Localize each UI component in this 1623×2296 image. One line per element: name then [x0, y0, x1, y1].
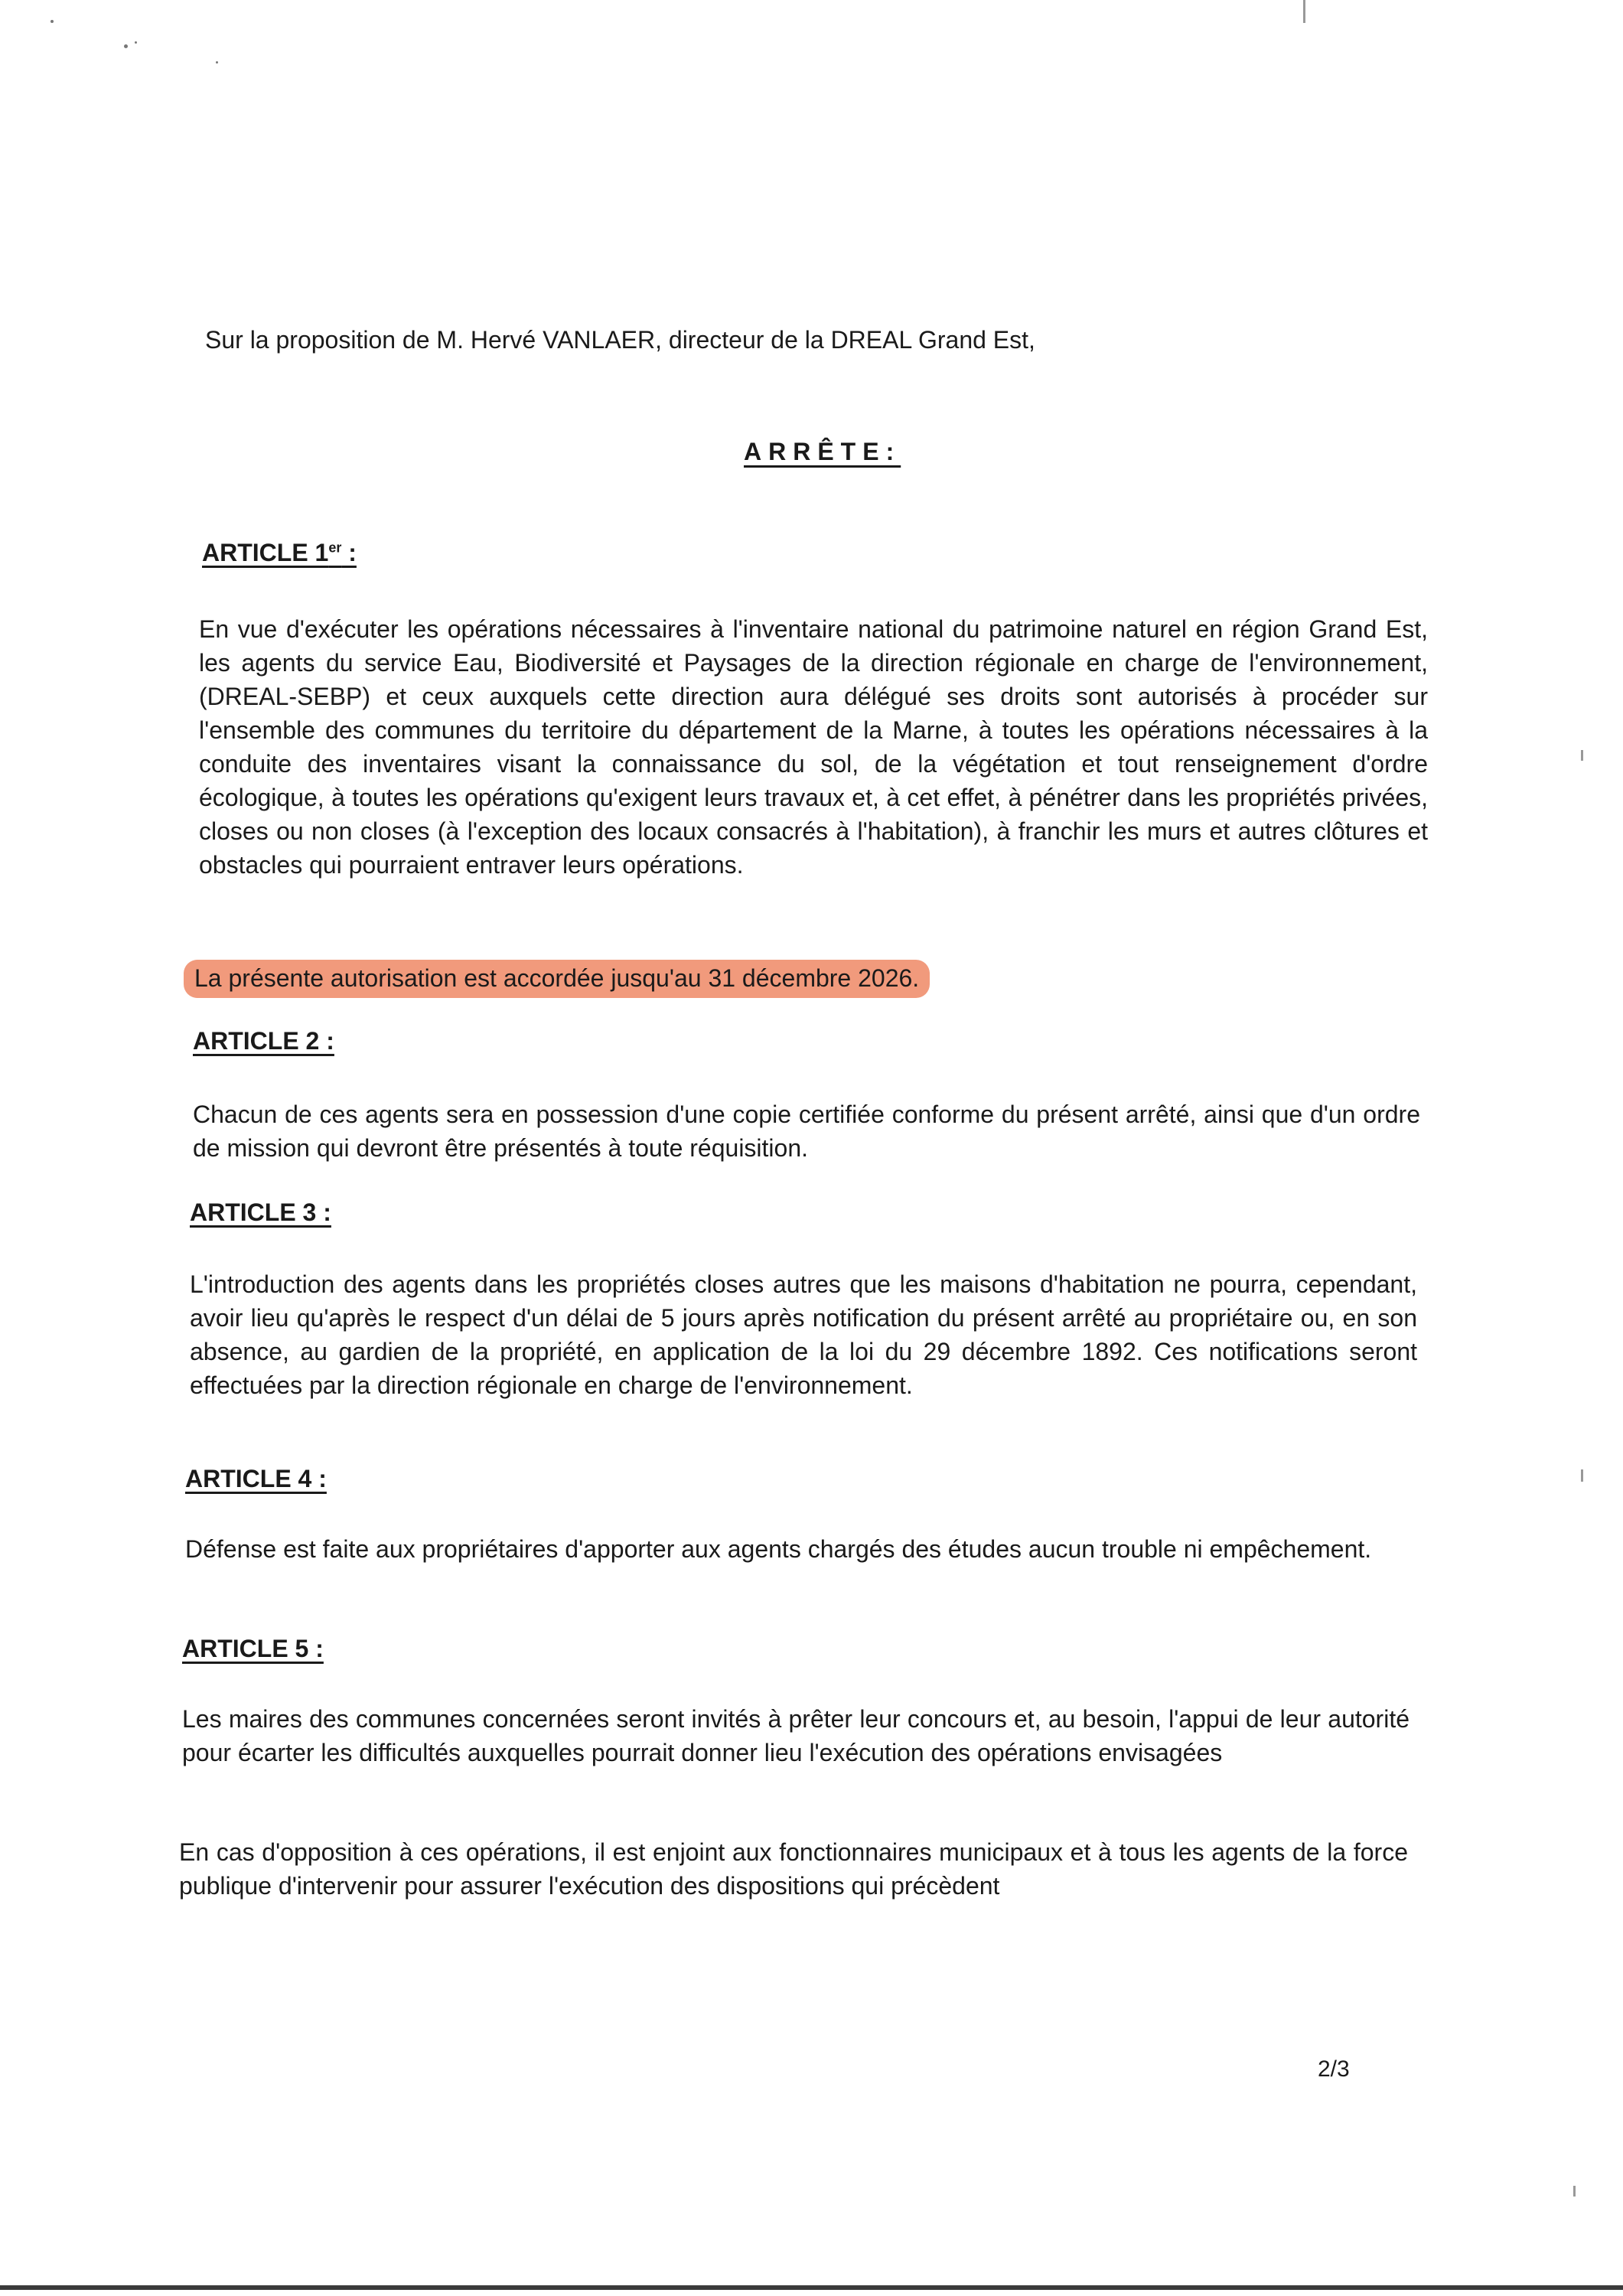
page-number: 2/3	[1318, 2056, 1350, 2082]
article-3-text: L'introduction des agents dans les propriétés closes autres que les maisons d'habitation ne pourra, cependant, avoir lieu qu'après le respect d'un délai de 5 jours après notification du présent arrêté au propriétaire ou, en son absence, au gardien de la propriété, en application de la loi du 29 décembre 1892. Ces notifications seront effectuées par la direction régionale en charge de l'environnement.	[190, 1270, 1417, 1399]
scan-speck	[51, 20, 54, 23]
article-1-heading-sup: er	[328, 540, 342, 556]
scan-mark	[1581, 1469, 1583, 1482]
proposal-text: Sur la proposition de M. Hervé VANLAER, directeur de la DREAL Grand Est,	[205, 326, 1035, 354]
scan-mark	[1303, 0, 1305, 23]
article-5-text: Les maires des communes concernées seront invités à prêter leur concours et, au besoin, l'appui de leur autorité pour écarter les difficultés auxquelles pourrait donner lieu l'exécution des opérations envisagées	[182, 1705, 1410, 1766]
article-5-heading: ARTICLE 5 :	[182, 1635, 324, 1662]
authorisation-validity-highlight: La présente autorisation est accordée jusqu'au 31 décembre 2026.	[184, 960, 930, 998]
article-5-text-2: En cas d'opposition à ces opérations, il est enjoint aux fonctionnaires municipaux et à tous les agents de la force publique d'intervenir pour assurer l'exécution des dispositions qui précèdent	[179, 1838, 1408, 1900]
article-1-heading	[202, 536, 357, 569]
article-1-heading-main: ARTICLE 1	[202, 539, 329, 566]
article-2-text: Chacun de ces agents sera en possession d'une copie certifiée conforme du présent arrêté, ainsi que d'un ordre de mission qui devront être présentés à toute réquisition.	[193, 1101, 1420, 1162]
scan-speck	[216, 61, 218, 64]
article-2-heading: ARTICLE 2 :	[193, 1027, 334, 1055]
decree-title: ARRÊTE:	[744, 438, 901, 465]
article-3-heading: ARTICLE 3 :	[190, 1199, 331, 1226]
article-4-heading: ARTICLE 4 :	[185, 1465, 327, 1492]
scan-speck	[124, 44, 128, 48]
scan-bottom-edge	[0, 2285, 1623, 2290]
scan-speck	[135, 41, 137, 44]
article-1-text: En vue d'exécuter les opérations nécessaires à l'inventaire national du patrimoine naturel en région Grand Est, les agents du service Eau, Biodiversité et Paysages de la direction régionale en charge de l'environnement, (DREAL-SEBP) et ceux auxquels cette direction aura délégué ses droits sont autorisés à procéder sur l'ensemble des communes du territoire du département de la Marne, à toutes les opérations nécessaires à la conduite des inventaires visant la connaissance du sol, de la végétation et tout renseignement d'ordre écologique, à toutes les opérations qu'exigent leurs travaux et, à cet effet, à pénétrer dans les propriétés privées, closes ou non closes (à l'exception des locaux consacrés à l'habitation), à franchir les murs et autres clôtures et obstacles qui pourraient entraver leurs opérations.	[199, 615, 1428, 879]
scan-mark	[1573, 2186, 1576, 2197]
scan-mark	[1581, 750, 1583, 761]
article-1-heading-tail: :	[341, 539, 357, 566]
article-4-text: Défense est faite aux propriétaires d'apporter aux agents chargés des études aucun trouble ni empêchement.	[185, 1535, 1372, 1563]
